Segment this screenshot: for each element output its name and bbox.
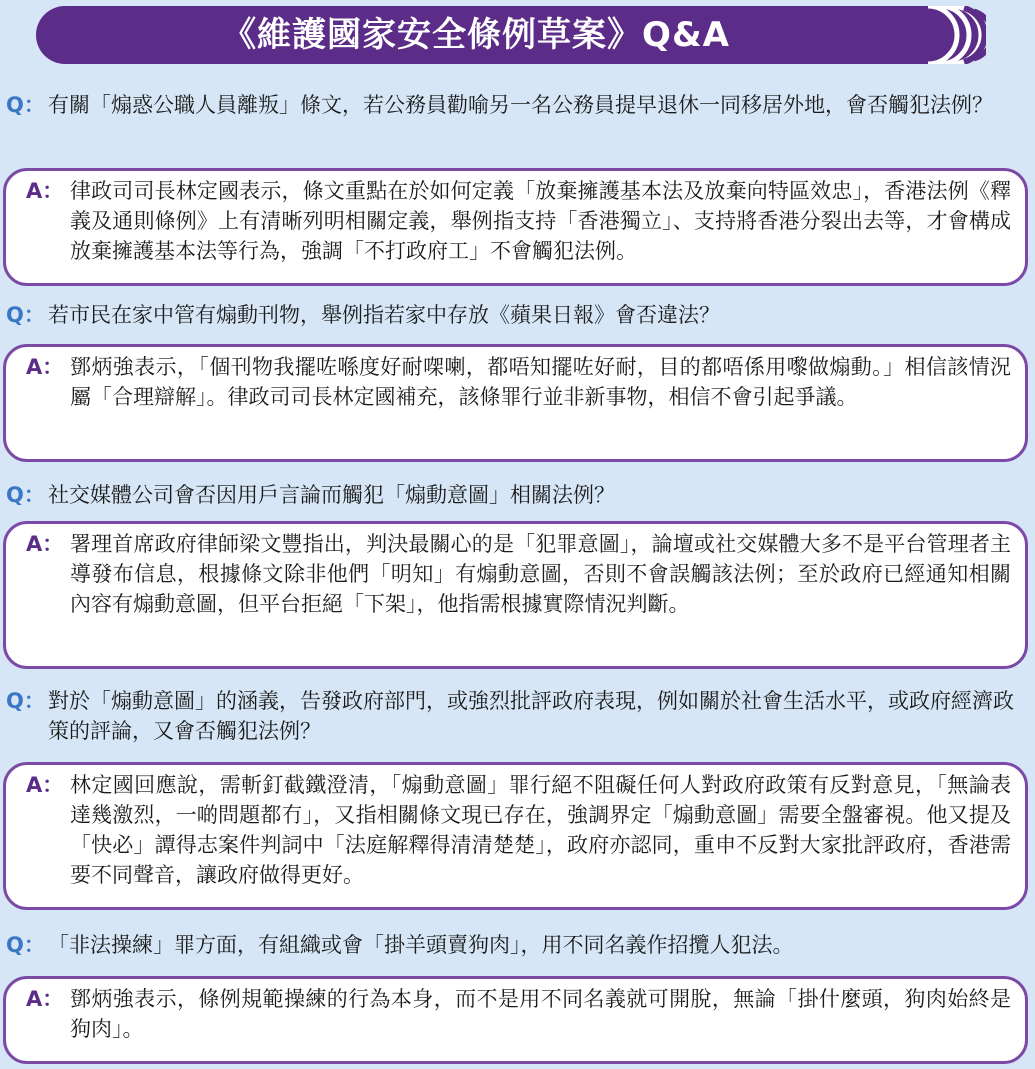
question-4	[6, 686, 1030, 746]
answer-text: 鄧炳強表示，條例規範操練的行為本身，而不是用不同名義就可開脫，無論「掛什麼頭，狗肉始終是狗肉」。	[70, 987, 1011, 1041]
a-label: A：	[26, 355, 64, 379]
q-label: Q：	[6, 303, 45, 327]
question-text: 社交媒體公司會否因用戶言論而觸犯「煽動意圖」相關法例？	[48, 483, 615, 507]
arc-decoration-icon	[910, 6, 986, 64]
answer-box-4	[3, 762, 1028, 910]
answer-text: 林定國回應說，需斬釘截鐵澄清，「煽動意圖」罪行絕不阻礙任何人對政府政策有反對意見，「無論表達幾激烈，一啲問題都冇」，又指相關條文現已存在，強調界定「煽動意圖」需要全盤審視。他又提及「快必」譚得志案件判詞中「法庭解釋得清清楚楚」，政府亦認同，重申不反對大家批評政府，香港需要不同聲音，讓政府做得更好。	[70, 773, 1011, 887]
q-label: Q：	[6, 689, 45, 713]
answer-box-3	[3, 521, 1028, 669]
answer-text: 律政司司長林定國表示，條文重點在於如何定義「放棄擁護基本法及放棄向特區效忠」，香港法例《釋義及通則條例》上有清晰列明相關定義，舉例指支持「香港獨立」、支持將香港分裂出去等，才會構成放棄擁護基本法等行為，強調「不打政府工」不會觸犯法例。	[70, 179, 1011, 263]
q-label: Q：	[6, 933, 45, 957]
page-title: 《維護國家安全條例草案》Q&A	[222, 15, 730, 55]
question-2	[6, 300, 1030, 330]
q-label: Q：	[6, 483, 45, 507]
title-banner	[36, 6, 986, 64]
question-3	[6, 480, 1030, 510]
answer-text: 鄧炳強表示，「個刊物我擺咗喺度好耐㗎喇，都唔知擺咗好耐，目的都唔係用嚟做煽動。」相信該情況屬「合理辯解」。律政司司長林定國補充，該條罪行並非新事物，相信不會引起爭議。	[70, 355, 1011, 409]
a-label: A：	[26, 773, 64, 797]
answer-box-1	[3, 168, 1028, 286]
question-text: 對於「煽動意圖」的涵義，告發政府部門，或強烈批評政府表現，例如關於社會生活水平，或政府經濟政策的評論，又會否觸犯法例？	[48, 689, 1014, 743]
question-text: 「非法操練」罪方面，有組織或會「掛羊頭賣狗肉」，用不同名義作招攬人犯法。	[48, 933, 794, 957]
a-label: A：	[26, 532, 64, 556]
a-label: A：	[26, 987, 64, 1011]
question-1	[6, 90, 1030, 120]
answer-box-2	[3, 344, 1028, 462]
a-label: A：	[26, 179, 64, 203]
question-5	[6, 930, 1030, 960]
question-text: 若市民在家中管有煽動刊物，舉例指若家中存放《蘋果日報》會否違法？	[48, 303, 720, 327]
q-label: Q：	[6, 93, 45, 117]
answer-box-5	[3, 976, 1028, 1064]
question-text: 有關「煽惑公職人員離叛」條文，若公務員勸喻另一名公務員提早退休一同移居外地，會否觸犯法例？	[48, 93, 993, 117]
answer-text: 署理首席政府律師梁文豐指出，判決最關心的是「犯罪意圖」，論壇或社交媒體大多不是平台管理者主導發布信息，根據條文除非他們「明知」有煽動意圖，否則不會誤觸該法例；至於政府已經通知相關內容有煽動意圖，但平台拒絕「下架」，他指需根據實際情況判斷。	[70, 532, 1011, 616]
